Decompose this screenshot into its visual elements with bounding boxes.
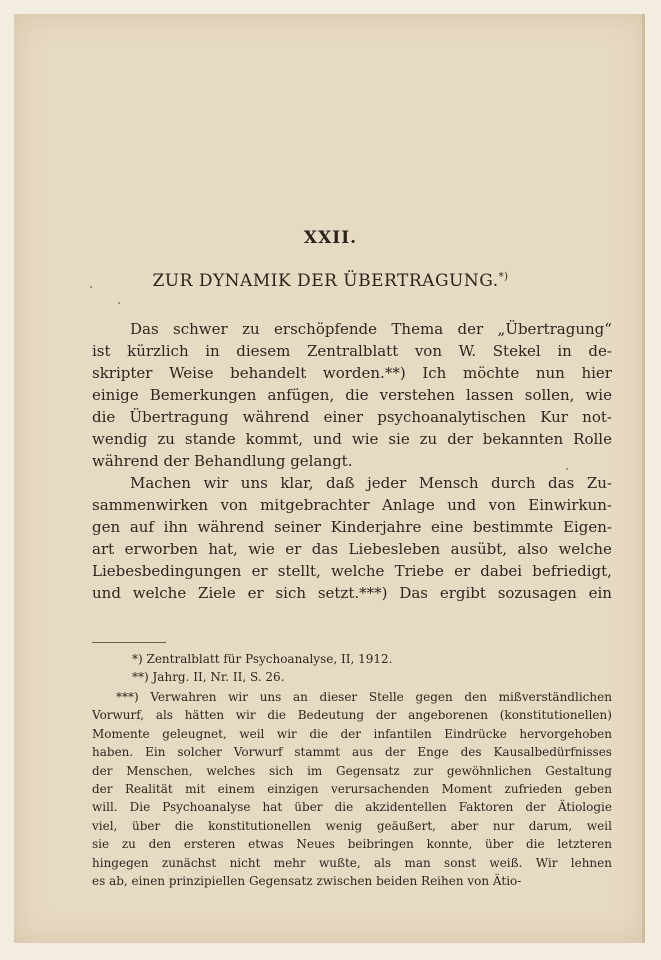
footnote-2	[92, 668, 612, 686]
text-line: und welche Ziele er sich setzt.***) Das ergibt sozusagen ein	[92, 584, 612, 602]
footnote-line: will. Die Psychoanalyse hat über die akzidentellen Faktoren der Ätiologie	[92, 800, 612, 815]
paper-speck	[118, 302, 120, 304]
text-line: Liebesbedingungen er stellt, welche Triebe er dabei befriedigt,	[92, 562, 612, 580]
text-line: gen auf ihn während seiner Kinderjahre eine bestimmte Eigen-	[92, 518, 612, 536]
footnote-1	[92, 650, 612, 668]
footnote-line: sie zu den ersteren etwas Neues beibringen konnte, über die letzteren	[92, 837, 612, 852]
text-line: skripter Weise behandelt worden.**) Ich möchte nun hier	[92, 364, 612, 382]
footnote-line: es ab, einen prinzipiellen Gegensatz zwischen beiden Reihen von Ätio-	[92, 874, 522, 889]
footnote-line: *) Zentralblatt für Psychoanalyse, II, 1912.	[132, 652, 393, 666]
paper-speck	[90, 286, 92, 288]
text-line: die Übertragung während einer psychoanalytischen Kur not-	[92, 408, 612, 426]
footnote-line: haben. Ein solcher Vorwurf stammt aus der Enge des Kausalbedürfnisses	[92, 745, 612, 760]
text-line: Machen wir uns klar, daß jeder Mensch durch das Zu-	[130, 474, 612, 492]
text-line: art erworben hat, wie er das Liebesleben ausübt, also welche	[92, 540, 612, 558]
chapter-title	[0, 271, 661, 291]
text-line: sammenwirken von mitgebrachter Anlage und von Einwirkun-	[92, 496, 612, 514]
paragraph-1	[92, 318, 612, 472]
title-footnote-mark: *)	[498, 271, 509, 283]
text-line: Das schwer zu erschöpfende Thema der „Übertragung“	[130, 320, 612, 338]
text-line: ist kürzlich in diesem Zentralblatt von W. Stekel in de-	[92, 342, 612, 360]
footnote-rule	[92, 642, 166, 643]
footnote-3	[92, 688, 612, 890]
chapter-title-text: ZUR DYNAMIK DER ÜBERTRAGUNG.	[152, 271, 499, 291]
page-edge	[642, 14, 645, 943]
footnote-line: Momente geleugnet, weil wir die der infantilen Eindrücke hervorgehoben	[92, 726, 612, 741]
chapter-number: XXII.	[303, 228, 358, 248]
footnote-line: der Menschen, welches sich im Gegensatz zur gewöhnlichen Gestaltung	[92, 763, 612, 778]
text-line: einige Bemerkungen anfügen, die verstehen lassen sollen, wie	[92, 386, 612, 404]
footnote-line: der Realität mit einem einzigen verursachenden Moment zufrieden geben	[92, 782, 612, 797]
footnote-line: ***) Verwahren wir uns an dieser Stelle gegen den mißverständlichen	[116, 690, 612, 704]
text-line: wendig zu stande kommt, und wie sie zu der bekannten Rolle	[92, 430, 612, 448]
body-text	[92, 318, 612, 604]
text-line: während der Behandlung gelangt.	[92, 452, 353, 470]
paper-speck	[566, 468, 568, 470]
footnote-line: **) Jahrg. II, Nr. II, S. 26.	[132, 670, 285, 684]
paragraph-2	[92, 472, 612, 604]
footnote-line: Vorwurf, als hätten wir die Bedeutung der angeborenen (konstitutionellen)	[92, 708, 612, 723]
footnote-line: viel, über die konstitutionellen wenig geäußert, aber nur darum, weil	[92, 818, 612, 833]
footnote-line: hingegen zunächst nicht mehr wußte, als man sonst weiß. Wir lehnen	[92, 855, 612, 870]
